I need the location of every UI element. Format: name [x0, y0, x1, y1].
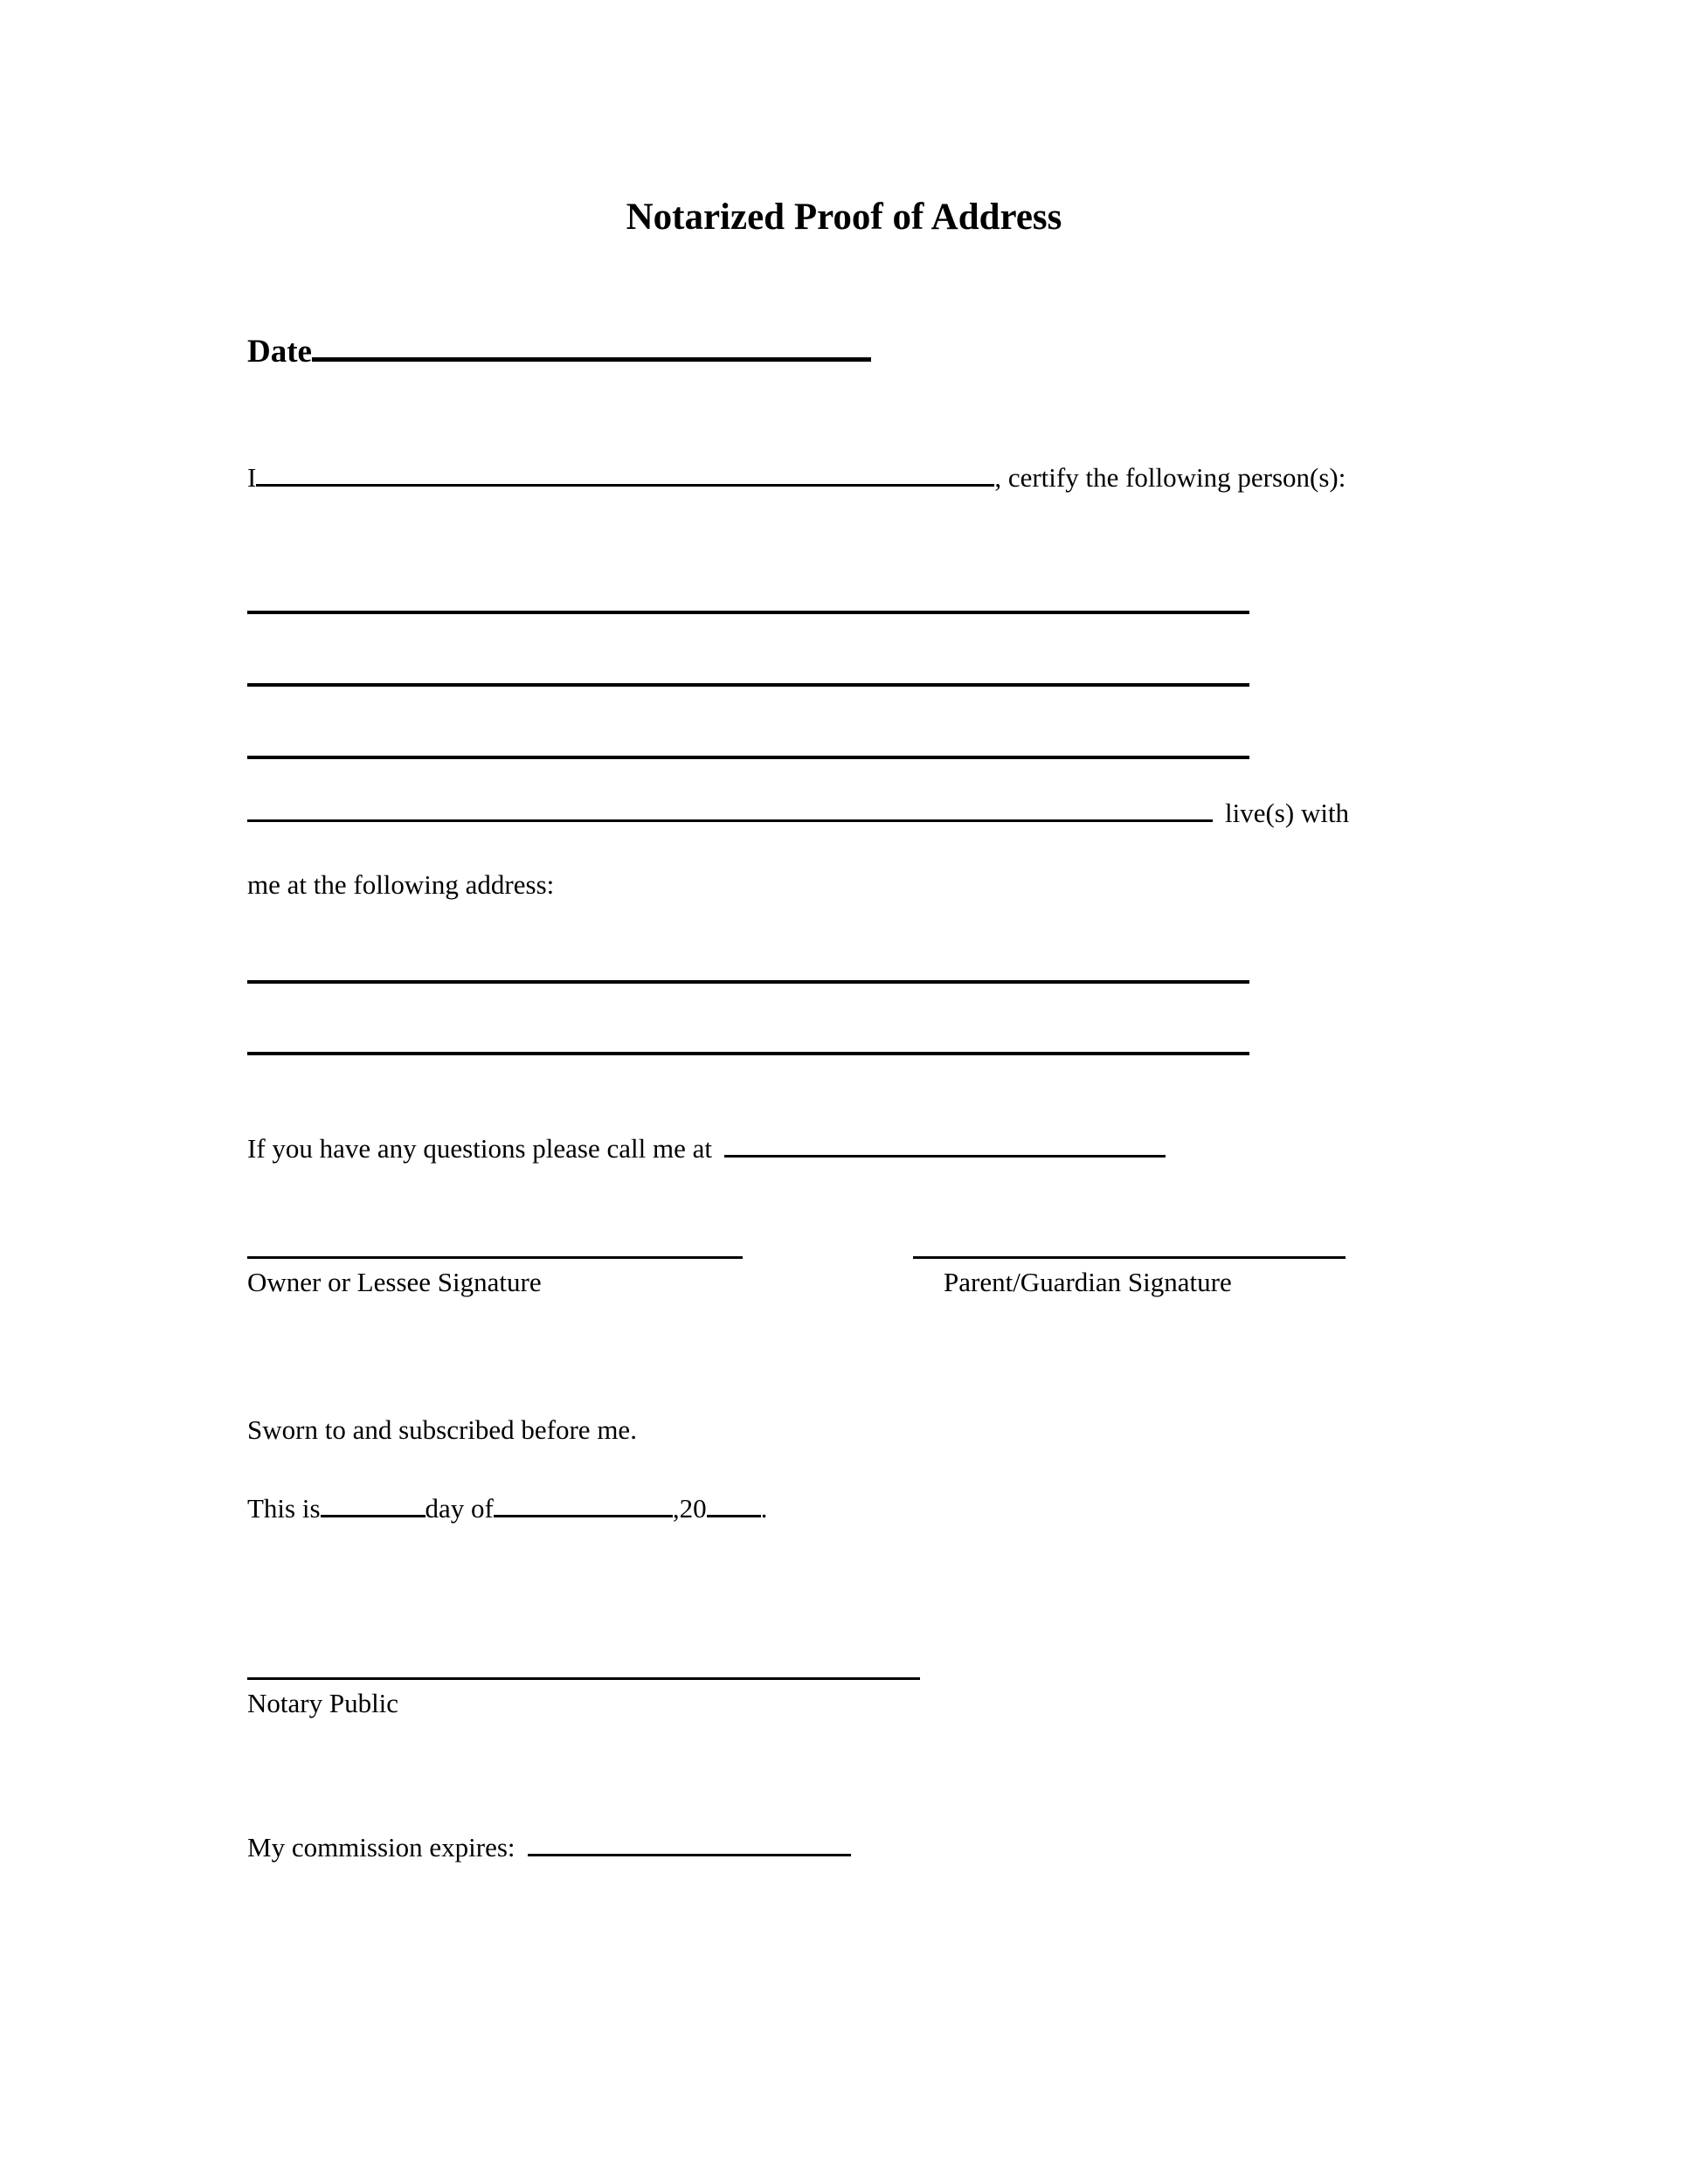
guardian-signature-label: Parent/Guardian Signature: [944, 1267, 1232, 1297]
person-line-2[interactable]: [247, 683, 1249, 687]
owner-signature-field[interactable]: [247, 1256, 743, 1259]
phone-field[interactable]: [724, 1153, 1166, 1158]
date-row: [247, 332, 871, 372]
date-label: Date: [247, 334, 312, 370]
notary-public-label: Notary Public: [247, 1688, 399, 1718]
owner-signature-label: Owner or Lessee Signature: [247, 1267, 542, 1297]
year-field[interactable]: [707, 1513, 761, 1517]
certify-suffix: , certify the following person(s):: [994, 462, 1346, 493]
notary-signature-field[interactable]: [247, 1677, 920, 1680]
guardian-signature-field[interactable]: [913, 1256, 1346, 1259]
commission-row: [247, 1831, 851, 1865]
phone-row: [247, 1132, 1166, 1166]
notarization-date-row: [247, 1492, 767, 1526]
commission-label: My commission expires:: [247, 1832, 515, 1863]
lives-with-row: [247, 797, 1349, 831]
lives-with-suffix: live(s) with: [1225, 798, 1350, 828]
person-line-3[interactable]: [247, 756, 1249, 759]
certify-prefix: I: [247, 462, 257, 493]
person-line-1[interactable]: [247, 611, 1249, 614]
page-title: Notarized Proof of Address: [626, 197, 1062, 238]
commission-expiry-field[interactable]: [528, 1852, 851, 1856]
sentence-terminator: .: [760, 1493, 768, 1524]
day-field[interactable]: [321, 1513, 425, 1517]
address-intro: me at the following address:: [247, 869, 555, 900]
address-line-1[interactable]: [247, 980, 1249, 984]
month-field[interactable]: [494, 1513, 673, 1517]
this-is-prefix: This is: [247, 1493, 321, 1524]
phone-prompt: If you have any questions please call me at: [247, 1133, 712, 1164]
certify-row: [247, 461, 1346, 495]
year-prefix: ,20: [672, 1493, 707, 1524]
sworn-statement: Sworn to and subscribed before me.: [247, 1414, 637, 1445]
date-field[interactable]: [312, 356, 871, 362]
certifier-name-field[interactable]: [256, 482, 994, 487]
address-line-2[interactable]: [247, 1052, 1249, 1055]
person-line-4[interactable]: [247, 818, 1213, 822]
day-of-label: day of: [425, 1493, 494, 1524]
